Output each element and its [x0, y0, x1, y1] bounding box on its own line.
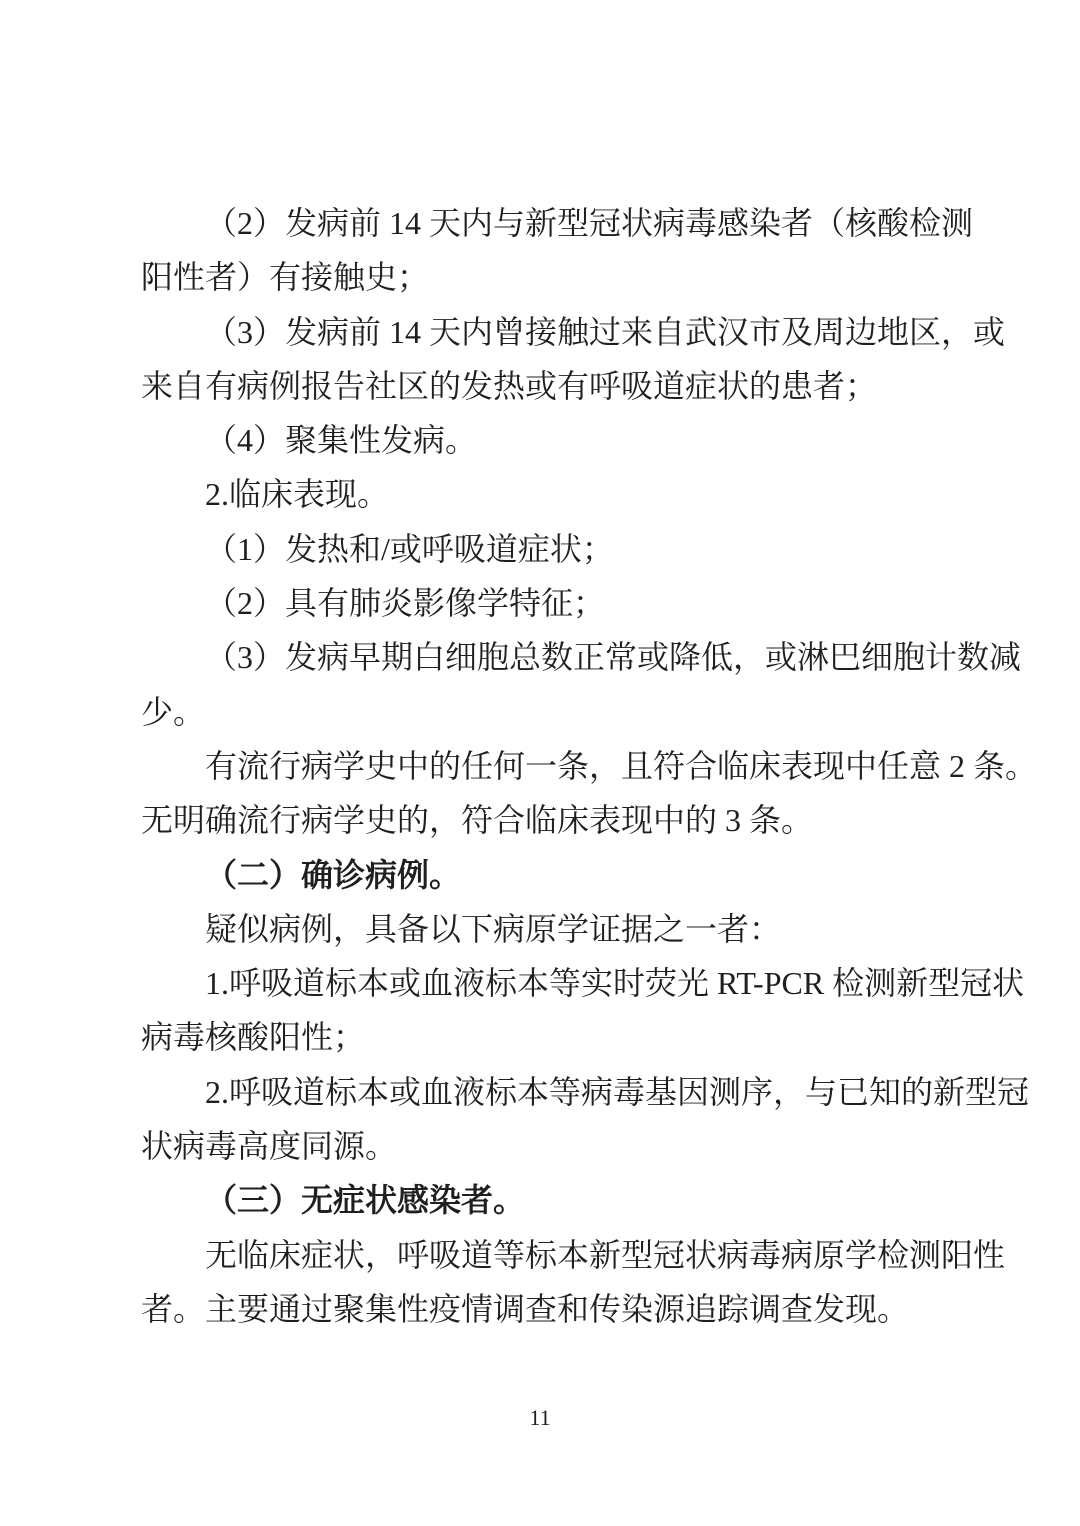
text-line: 病毒核酸阳性； [141, 1019, 366, 1056]
text-line: （4）聚集性发病。 [205, 422, 478, 459]
text-line: 少。 [141, 693, 206, 730]
text-line: 1.呼吸道标本或血液标本等实时荧光 RT-PCR 检测新型冠状 [205, 965, 1025, 1002]
epidemiology-item-3 [141, 305, 1006, 414]
text-line: （三）无症状感染者。 [205, 1182, 526, 1219]
text-line: 阳性者）有接触史； [141, 259, 430, 296]
asymptomatic-heading [141, 1173, 953, 1227]
text-line: （1）发热和/或呼吸道症状； [205, 530, 614, 567]
suspected-case-criteria [141, 739, 1038, 848]
page-number: 11 [529, 1405, 551, 1430]
clinical-item-3 [141, 630, 1022, 739]
text-line: 无明确流行病学史的，符合临床表现中的 3 条。 [141, 802, 814, 839]
text-line: （2）具有肺炎影像学特征； [205, 585, 606, 622]
clinical-manifestation-heading [141, 467, 953, 521]
text-line: （3）发病前 14 天内曾接触过来自武汉市及周边地区，或 [205, 313, 1006, 350]
epidemiology-item-4 [141, 413, 953, 467]
text-line: 2.呼吸道标本或血液标本等病毒基因测序，与已知的新型冠 [205, 1073, 1030, 1110]
clinical-item-1 [141, 522, 953, 576]
text-line: 无临床症状，呼吸道等标本新型冠状病毒病原学检测阳性 [205, 1236, 1006, 1273]
text-line: 有流行病学史中的任何一条，且符合临床表现中任意 2 条。 [205, 747, 1038, 784]
document-body [141, 196, 1038, 1336]
text-line: 2.临床表现。 [205, 476, 390, 513]
text-line: 状病毒高度同源。 [141, 1128, 398, 1165]
text-line: （2）发病前 14 天内与新型冠状病毒感染者（核酸检测 [205, 205, 974, 241]
confirmed-case-heading [141, 848, 953, 902]
text-line: 来自有病例报告社区的发热或有呼吸道症状的患者； [141, 367, 878, 404]
asymptomatic-body [141, 1228, 1006, 1337]
confirmed-item-1 [141, 956, 1025, 1065]
text-line: （3）发病早期白细胞总数正常或降低，或淋巴细胞计数减 [205, 639, 1022, 676]
confirmed-case-intro [141, 902, 953, 956]
clinical-item-2 [141, 576, 953, 630]
text-line: （二）确诊病例。 [205, 856, 462, 893]
text-line: 者。主要通过聚集性疫情调查和传染源追踪调查发现。 [141, 1290, 910, 1327]
confirmed-item-2 [141, 1065, 1030, 1174]
epidemiology-item-2 [141, 196, 974, 305]
text-line: 疑似病例，具备以下病原学证据之一者： [205, 910, 782, 947]
